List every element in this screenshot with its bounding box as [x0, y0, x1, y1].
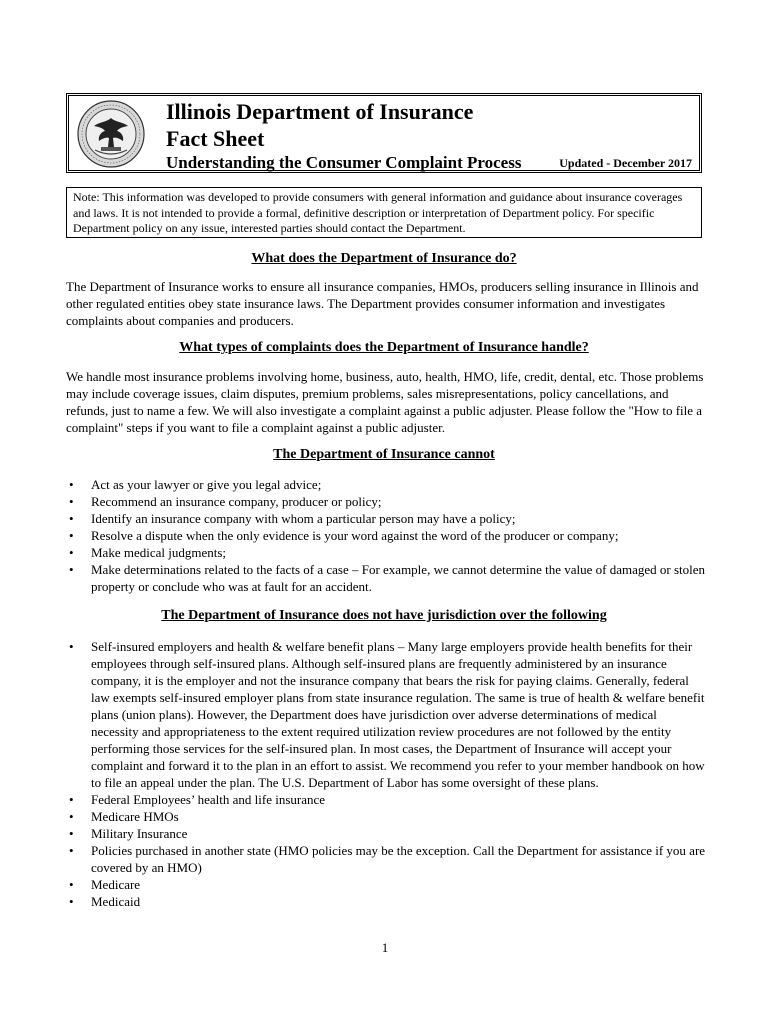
page-number: 1: [381, 940, 389, 955]
list-item: • Make determinations related to the facts of a case – For example, we cannot determine the value of damaged or stolen property or conclude who was at fault for an accident.: [69, 562, 706, 594]
cannot-list: [66, 476, 706, 595]
document-type: Fact Sheet: [166, 126, 265, 151]
list-item: • Self-insured employers and health & welfare benefit plans – Many large employers provide health benefits for their employees through self-insured plans. Although self-insured plans are frequently administered by an insurance company, it is the employer and not the insurance company that bears the risk for paying claims. Generally, federal law exempts self-insured employer plans from state insurance regulation. The same is true of health & welfare benefit plans (union plans). However, the Department does have jurisdiction over adverse determinations of medical necessity and appropriateness to the extent required utilization review procedures are not followed by the entity performing those services for the self-insured plan. In most cases, the Department of Insurance will accept your complaint and forward it to the plan in an effort to assist. We recommend you refer to your member handbook on how to file an appeal under the plan. The U.S. Department of Labor has some oversight of these plans.: [69, 639, 705, 790]
bullet-icon: •: [69, 511, 74, 526]
bullet-icon: •: [69, 545, 74, 560]
list-item: • Act as your lawyer or give you legal advice;: [69, 477, 322, 492]
no-jurisdiction-list: [66, 638, 706, 910]
section-heading-complaint-types: What types of complaints does the Department of Insurance handle?: [179, 340, 589, 355]
list-item: • Identify an insurance company with whom a particular person may have a policy;: [69, 511, 516, 526]
section-heading-what-does: What does the Department of Insurance do?: [251, 251, 517, 266]
section-heading-cannot: The Department of Insurance cannot: [273, 447, 495, 462]
bullet-icon: •: [69, 792, 74, 807]
section-text-complaint-types: We handle most insurance problems involving home, business, auto, health, HMO, life, credit, dental, etc. Those problems may include coverage issues, claim disputes, premium problems, sales misrepresentations, policy cancellations, and refunds, just to name a few. We will also investigate a complaint against a public adjuster. Please follow the "How to file a complaint" steps if you want to file a complaint against a public adjuster.: [66, 369, 704, 435]
bullet-icon: •: [69, 494, 74, 509]
bullet-icon: •: [69, 528, 74, 543]
bullet-icon: •: [69, 562, 74, 577]
bullet-icon: •: [69, 826, 74, 841]
list-item: • Federal Employees’ health and life insurance: [69, 792, 326, 807]
list-item: • Medicare: [69, 877, 141, 892]
bullet-icon: •: [69, 477, 74, 492]
section-text-what-does: The Department of Insurance works to ensure all insurance companies, HMOs, producers selling insurance in Illinois and other regulated entities obey state insurance laws. The Department provides consumer information and investigates complaints about companies and producers.: [66, 279, 699, 328]
bullet-icon: •: [69, 639, 74, 654]
list-item: • Resolve a dispute when the only evidence is your word against the word of the producer or company;: [69, 528, 619, 543]
bullet-icon: •: [69, 809, 74, 824]
list-item: • Policies purchased in another state (HMO policies may be the exception. Call the Department for assistance if you are covered by an HMO): [69, 843, 706, 875]
updated-date: Updated - December 2017: [559, 156, 692, 170]
bullet-icon: •: [69, 843, 74, 858]
list-item: • Make medical judgments;: [69, 545, 227, 560]
document-title: Illinois Department of Insurance: [166, 99, 474, 124]
bullet-icon: •: [69, 877, 74, 892]
section-heading-no-jurisdiction: The Department of Insurance does not have jurisdiction over the following: [161, 608, 607, 623]
bullet-icon: •: [69, 894, 74, 909]
list-item: • Recommend an insurance company, producer or policy;: [69, 494, 382, 509]
list-item: • Military Insurance: [69, 826, 188, 841]
list-item: • Medicaid: [69, 894, 141, 909]
list-item: • Medicare HMOs: [69, 809, 179, 824]
header-box: [66, 93, 702, 173]
document-subtitle: Understanding the Consumer Complaint Process: [166, 153, 522, 172]
note-box: Note: This information was developed to provide consumers with general information and guidance about insurance coverages and laws. It is not intended to provide a formal, definitive description or interpretation of Department policy. For specific Department policy on any issue, interested parties should contact the Department.: [66, 187, 702, 238]
illinois-state-seal-icon: [77, 100, 145, 168]
